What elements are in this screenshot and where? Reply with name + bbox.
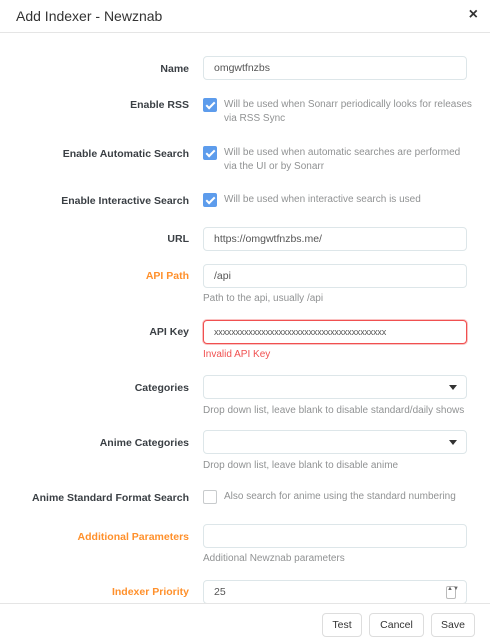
api-path-label: API Path [145, 270, 189, 282]
check-icon [205, 147, 215, 157]
categories-help: Drop down list, leave blank to disable standard/daily shows [203, 405, 465, 416]
check-icon [205, 99, 215, 109]
api-key-label: API Key [149, 326, 189, 338]
categories-label: Categories [134, 382, 189, 394]
name-label: Name [160, 63, 189, 75]
enable-rss-checkbox[interactable] [203, 98, 217, 112]
enable-interactive-label: Enable Interactive Search [61, 195, 189, 207]
test-button[interactable]: Test [322, 613, 362, 637]
additional-params-label: Additional Parameters [77, 531, 189, 543]
anime-categories-select[interactable] [203, 430, 467, 454]
check-icon [205, 194, 215, 204]
url-label: URL [167, 233, 189, 245]
anime-standard-checkbox[interactable] [203, 490, 217, 504]
modal-header [0, 0, 490, 33]
indexer-priority-value: 25 [214, 586, 226, 598]
modal-title: Add Indexer - Newznab [16, 8, 163, 24]
modal-footer [0, 603, 490, 640]
url-input[interactable]: https://omgwtfnzbs.me/ [203, 227, 467, 251]
anime-standard-label: Anime Standard Format Search [32, 492, 189, 504]
save-button[interactable]: Save [431, 613, 475, 637]
close-icon[interactable]: × [468, 6, 478, 23]
cancel-button[interactable]: Cancel [369, 613, 424, 637]
categories-select[interactable] [203, 375, 467, 399]
anime-standard-help: Also search for anime using the standard numbering [224, 491, 456, 502]
api-key-input[interactable]: xxxxxxxxxxxxxxxxxxxxxxxxxxxxxxxxxxxxxxxx [203, 320, 467, 344]
anime-categories-label: Anime Categories [99, 437, 189, 449]
enable-interactive-help: Will be used when interactive search is used [224, 194, 421, 205]
additional-params-input[interactable] [203, 524, 467, 548]
indexer-priority-label: Indexer Priority [111, 586, 189, 598]
enable-rss-label: Enable RSS [130, 99, 189, 111]
enable-auto-checkbox[interactable] [203, 146, 217, 160]
enable-rss-help: Will be used when Sonarr periodically looks for releases via RSS Sync [224, 99, 472, 124]
api-path-help: Path to the api, usually /api [203, 293, 324, 304]
api-path-input[interactable]: /api [203, 264, 467, 288]
anime-categories-help: Drop down list, leave blank to disable anime [203, 460, 399, 471]
caret-down-icon [449, 440, 457, 445]
caret-down-icon [449, 385, 457, 390]
enable-auto-help: Will be used when automatic searches are performed via the UI or by Sonarr [224, 147, 461, 172]
number-spinner-icon[interactable]: ▲▼ [446, 586, 456, 599]
api-key-error: Invalid API Key [203, 349, 271, 360]
enable-auto-label: Enable Automatic Search [62, 148, 189, 160]
indexer-priority-input[interactable] [203, 580, 467, 604]
additional-params-help: Additional Newznab parameters [203, 553, 345, 564]
name-input[interactable]: omgwtfnzbs [203, 56, 467, 80]
enable-interactive-checkbox[interactable] [203, 193, 217, 207]
